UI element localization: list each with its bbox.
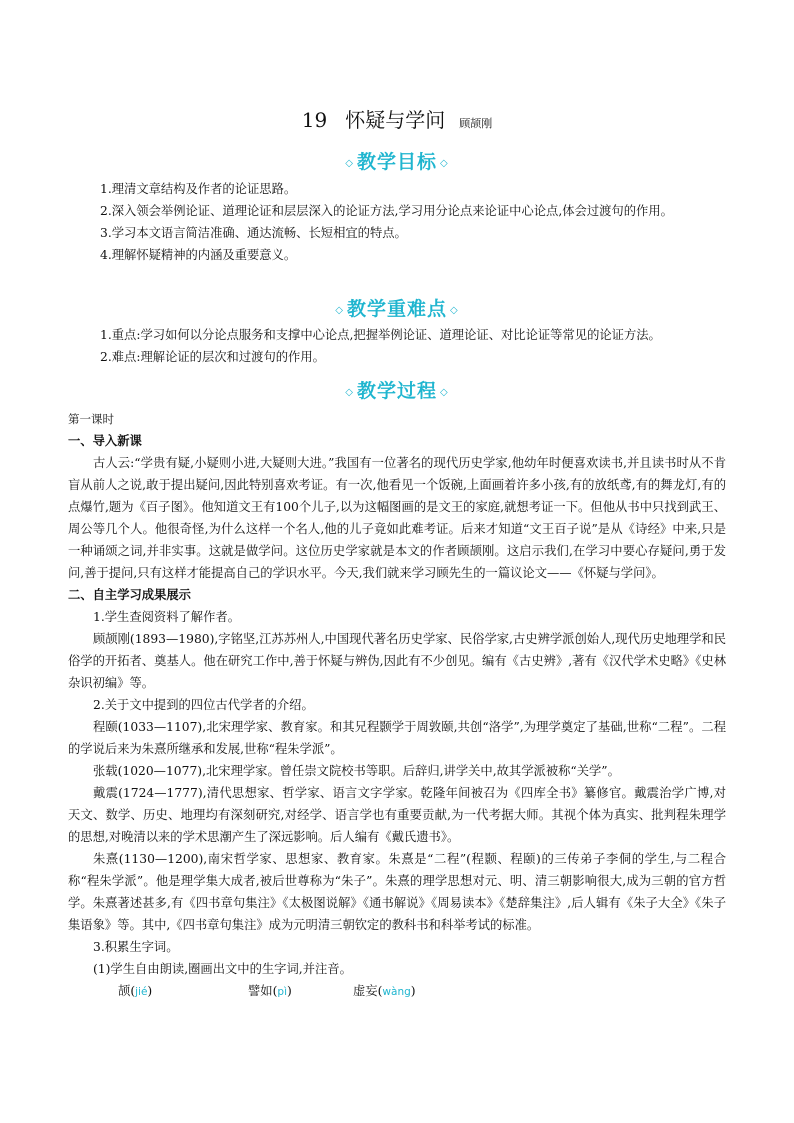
vocab-pinyin: pì [277, 986, 288, 998]
vocab-pinyin: jié [135, 986, 148, 998]
author-name: 顾颉刚 [459, 117, 493, 130]
goal-item: 2.深入领会举例论证、道理论证和层层深入的论证方法,学习用分论点来论证中心论点,体会过渡句的作用。 [100, 204, 673, 218]
intro-paragraph: 古人云:“学贵有疑,小疑则小进,大疑则大进。”我国有一位著名的现代历史学家,他幼年时便喜欢读书,并且读书时从不肯盲从前人之说,敢于提出疑问,因此特别喜欢考证。有一次,他看见一个饭碗,上面画着许多小孩,有的放纸鸢,有的舞龙灯,有的点爆竹,题为《百子图》。他知道文王有100个儿子,以为这幅图画的是文王的家庭,就想考证一下。但他从书中只找到武王、周公等几个人。他很奇怪,为什么这样一个名人,他的儿子竟如此难考证。后来才知道“文王百子说”是从《诗经》中来,只是一种诵颂之词,并非实事。这就是做学问。这位历史学家就是本文的作者顾颉刚。这启示我们,在学习中要心存疑问,勇于发问,善于提问,只有这样才能提高自己的学识水平。今天,我们就来学习顾先生的一篇议论文——《怀疑与学问》。 [68, 456, 726, 580]
diamond-icon: ◇ [345, 157, 354, 169]
item-1: 1.学生查阅资料了解作者。 [93, 610, 240, 624]
diamond-icon: ◇ [440, 386, 449, 398]
diamond-icon: ◇ [335, 304, 344, 316]
vocab-word: 虚妄(wàng) [353, 984, 416, 998]
lesson-title [0, 104, 794, 133]
part2-heading: 二、自主学习成果展示 [68, 588, 191, 602]
section-heading-difficulties: ◇ 教学重难点 ◇ [335, 298, 459, 320]
difficulty-item: 2.难点:理解论证的层次和过渡句的作用。 [100, 350, 325, 364]
lesson-number: 19 [301, 108, 328, 132]
section-heading-goals: ◇ 教学目标 ◇ [345, 151, 449, 173]
scholar-chengyi: 程颐(1033—1107),北宋理学家、教育家。和其兄程颢学于周敦颐,共创“洛学”,为理学奠定了基础,世称“二程”。二程的学说后来为朱熹所继承和发展,世称“程朱学派”。 [68, 720, 726, 756]
goal-item: 4.理解怀疑精神的内涵及重要意义。 [100, 248, 297, 262]
section-heading-process: ◇ 教学过程 ◇ [345, 380, 449, 402]
scholar-zhuxi: 朱熹(1130—1200),南宋哲学家、思想家、教育家。朱熹是“二程”(程颢、程颐)的三传弟子李侗的学生,与二程合称“程朱学派”。他是理学集大成者,被后世尊称为“朱子”。朱熹的理学思想对元、明、清三朝影响很大,成为三朝的官方哲学。朱熹著述甚多,有《四书章句集注》《太极图说解》《通书解说》《周易读本》《楚辞集注》,后人辑有《朱子大全》《朱子集语象》等。其中,《四书章句集注》成为元明清三朝钦定的教科书和科举考试的标准。 [68, 852, 726, 932]
diamond-icon: ◇ [450, 304, 459, 316]
lesson-period: 第一课时 [68, 412, 114, 426]
goal-item: 1.理清文章结构及作者的论证思路。 [100, 182, 297, 196]
diamond-icon: ◇ [440, 157, 449, 169]
item-3: 3.积累生字词。 [93, 940, 179, 954]
difficulty-item: 1.重点:学习如何以分论点服务和支撑中心论点,把握举例论证、道理论证、对比论证等常见的论证方法。 [100, 328, 661, 342]
item-3-1: (1)学生自由朗读,圈画出文中的生字词,并注音。 [93, 962, 352, 976]
part1-heading: 一、导入新课 [68, 434, 142, 448]
vocab-word: 譬如(pì) [248, 984, 292, 998]
vocab-word: 颉(jié) [118, 984, 153, 998]
item-2: 2.关于文中提到的四位古代学者的介绍。 [93, 698, 314, 712]
diamond-icon: ◇ [345, 386, 354, 398]
difficulties-list [75, 324, 725, 368]
process-content [68, 408, 726, 1003]
goal-item: 3.学习本文语言简洁准确、通达流畅、长短相宜的特点。 [100, 226, 407, 240]
vocab-row [68, 980, 726, 1003]
lesson-title-text: 怀疑与学问 [345, 108, 446, 132]
vocab-pinyin: wàng [382, 986, 411, 998]
goals-list [75, 178, 725, 266]
scholar-daizhen: 戴震(1724—1777),清代思想家、哲学家、语言文字学家。乾隆年间被召为《四库全书》纂修官。戴震治学广博,对天文、数学、历史、地理均有深刻研究,对经学、语言学也有重要贡献,为一代考据大师。其视个体为真实、批判程朱理学的思想,对晚清以来的学术思潮产生了深远影响。后人编有《戴氏遗书》。 [68, 786, 726, 844]
scholar-zhangzai: 张载(1020—1077),北宋理学家。曾任崇文院校书等职。后辞归,讲学关中,故其学派被称“关学”。 [93, 764, 620, 778]
author-bio: 顾颉刚(1893—1980),字铭坚,江苏苏州人,中国现代著名历史学家、民俗学家,古史辨学派创始人,现代历史地理学和民俗学的开拓者、奠基人。他在研究工作中,善于怀疑与辨伪,因此有不少创见。编有《古史辨》,著有《汉代学术史略》《史林杂识初编》等。 [68, 632, 726, 690]
